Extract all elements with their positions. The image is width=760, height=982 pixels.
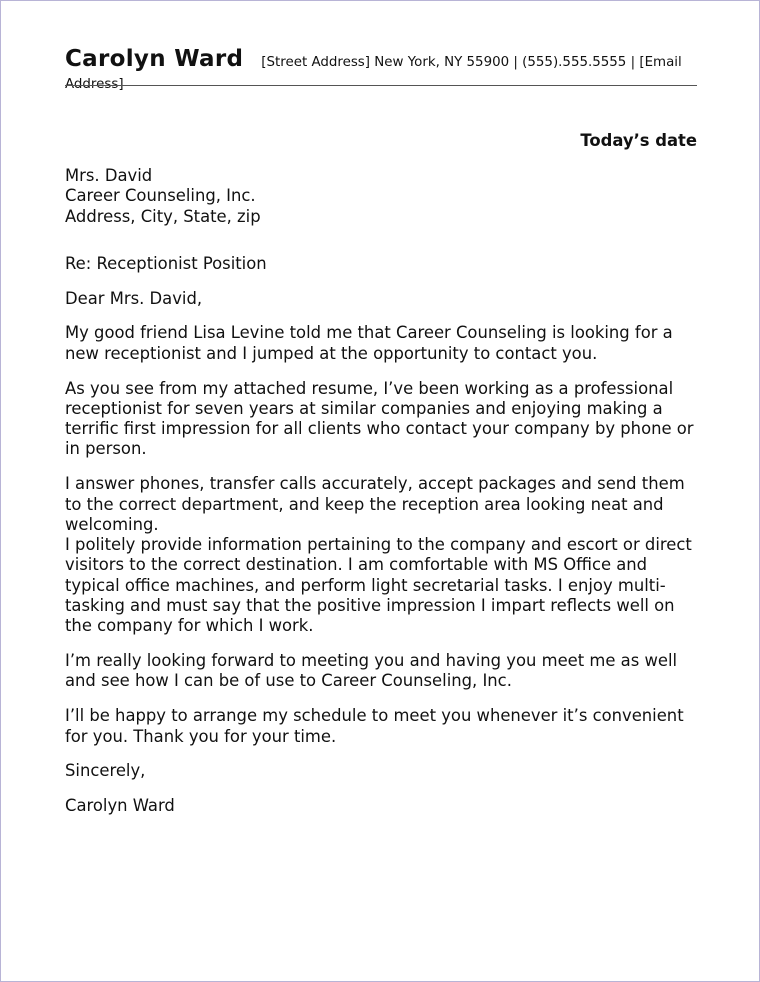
recipient-block [65,166,697,227]
paragraph-3: I answer phones, transfer calls accurately, accept packages and send them to the correct department, and keep the reception area looking neat and welcoming. [65,474,685,534]
paragraph-2: As you see from my attached resume, I’ve been working as a professional receptionist for seven years at similar companies and enjoying making a terrific first impression for all clients who contact your company by phone or in person. [65,378,694,459]
signature: Carolyn Ward [65,796,175,816]
paragraph-6: I’ll be happy to arrange my schedule to meet you whenever it’s convenient for you. Thank you for your time. [65,706,684,746]
paragraph-5: I’m really looking forward to meeting you and having you meet me as well and see how I can be of use to Career Counseling, Inc. [65,651,678,691]
header-divider [65,85,697,86]
recipient-company: Career Counseling, Inc. [65,186,256,206]
sender-name: Carolyn Ward [65,46,244,72]
recipient-address: Address, City, State, zip [65,206,261,226]
letter-body [65,166,697,831]
letter-date: Today’s date [580,131,697,150]
recipient-name: Mrs. David [65,166,153,185]
re-line: Re: Receptionist Position [65,253,267,273]
sender-contact: [Street Address] New York, NY 55900 | (555).555.5555 | [Email Address] [65,55,682,92]
paragraph-1: My good friend Lisa Levine told me that Career Counseling is looking for a new receptionist and I jumped at the opportunity to contact you. [65,323,673,363]
closing: Sincerely, [65,761,146,781]
paragraph-4: I politely provide information pertaining to the company and escort or direct visitors to the correct destination. I am comfortable with MS Office and typical office machines, and perform light secretarial tasks. I enjoy multi-tasking and must say that the positive impression I impart reflects well on the company for which I work. [65,535,692,636]
salutation: Dear Mrs. David, [65,288,203,308]
